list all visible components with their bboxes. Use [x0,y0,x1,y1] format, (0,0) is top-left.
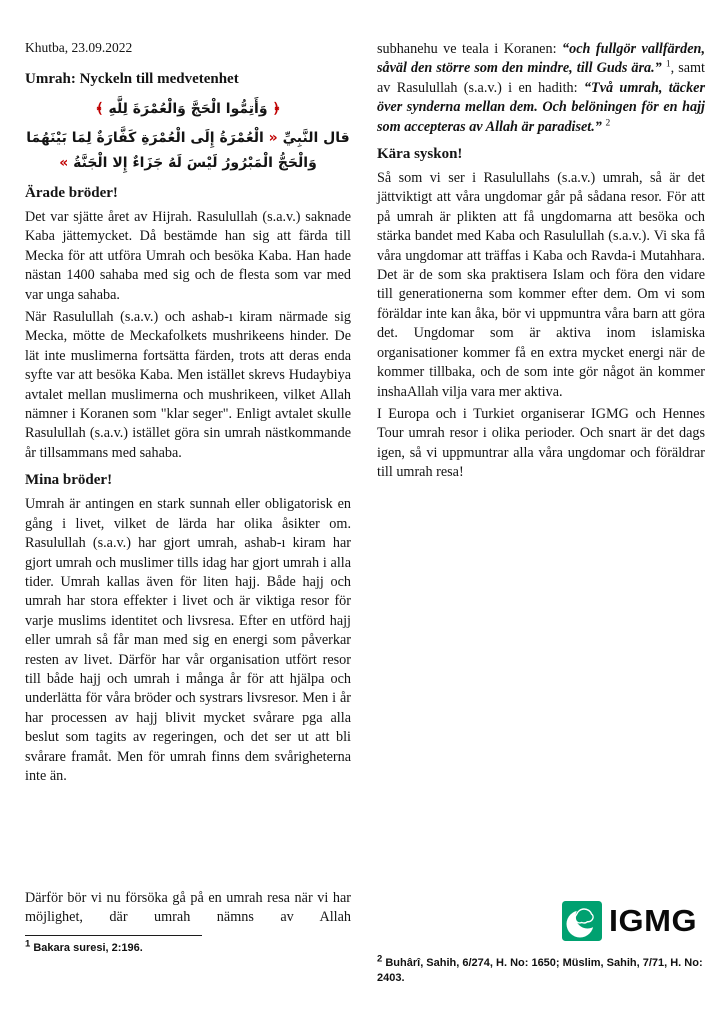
left-column-bottom [25,889,351,956]
paragraph: Det var sjätte året av Hijrah. Rasulullah (s.a.v.) saknade Kaba jättemycket. Då bestämde han sig att färda till Mecka för att utföra Umrah och besöka Kaba. Han hade nästan 1400 sahaba med sig och de flesta som var med var unga sahaba. [25,209,351,303]
right-column [377,40,705,486]
heading-kara-syskon: Kära syskon! [377,146,463,163]
ornate-open-bracket: ﴿ [272,101,281,117]
khutba-date: Khutba, 23.09.2022 [25,40,133,55]
footnote-1 [25,938,351,956]
hadith-prefix: قال النَّبِيِّ [282,130,350,146]
quote-lead-text: subhanehu ve teala i Koranen: [377,41,562,57]
footnote-ref-1: 1 [665,59,671,70]
open-guillemet: « [268,130,278,146]
arabic-hadith [25,126,351,176]
close-guillemet: » [59,155,69,171]
quote-mid-text: , samt av Rasulullah (s.a.v.) i en hadith: [377,60,706,96]
heading-mina-broder: Mina bröder! [25,472,113,489]
hadith-quote-swedish: “Två umrah, täcker över synderna mellan dem. Och belöningen för en hajj som accepteras av Allah är paradiset.” [377,79,705,135]
paragraph: Så som vi ser i Rasulullahs (s.a.v.) umrah, så är det jättviktigt att våra ungdomar går på sådana resor. För att på umrah är plikten att få ungdomarna att besöka och stärka bandet med Kaba och Rasulullah (s.a.v.). Vi ska få våra ungdomar att träffas i Kaba och Ravda-i Mutahhara. Det är de som ska praktisera Islam och föra den vidare till generationerna som kommer efter dem. Om vi som föräldar inte kan åka, bör vi uppmuntra våra barn att göra det. Ungdomar som är aktiva inom islamiska organisationer kommer få en extra mycket energi när de kommer tillbaka, och de som inte gör något än kommer inshaAllah vilja vara mer aktiva. [377,170,705,400]
document-title: Umrah: Nyckeln till medvetenhet [25,71,239,87]
footnote-2-marker: 2 [377,953,383,965]
arabic-quran-verse [25,97,351,122]
right-column-footnote [377,953,711,986]
footnote-ref-2: 2 [605,117,611,128]
footnote-1-text: Bakara suresi, 2:196. [33,941,143,954]
quran-quote-swedish: “och fullgör vallfärden, såväl den större som den mindre, till Guds ära.” [377,41,705,77]
footnote-1-marker: 1 [25,938,31,950]
igmg-crescent-icon [562,901,602,941]
footnote-separator [25,935,202,936]
footnote-2 [377,953,711,986]
paragraph: I Europa och i Turkiet organiserar IGMG och Hennes Tour umrah resor i olika perioder. Och snart är det dags igen, så vi uppmuntrar alla våra ungdomar och föräldrar till umrah resa! [377,405,705,481]
footnote-2-text: Buhârî, Sahih, 6/274, H. No: 1650; Müslim, Sahih, 7/71, H. No: 2403. [377,957,703,984]
paragraph: När Rasulullah (s.a.v.) och ashab-ı kiram närmade sig Mecka, mötte de Meckafolkets mushrikeens hinder. De lät inte muslimerna fortsätta färden, trots att deras enda syfte var att besöka Kaba. Men istället skrevs Hudaybiya avtalet mellan muslimerna och mushrikeen, vilket Allah nämner i Koranen som "klar seger". Enligt avtalet skulle Rasulullah (s.a.v.) istället göra sin umrah nästkommande år tillsammans med sahaba. [25,309,351,461]
igmg-logo [562,901,698,941]
ornate-close-bracket: ﴾ [95,101,104,117]
igmg-logo-text: IGMG [609,903,698,938]
heading-arade-broder: Ärade bröder! [25,185,118,201]
hadith-text: الْعُمْرَةُ إِلَى الْعُمْرَةِ كَفَّارَةٌ لِمَا بَيْنَهُمَا وَالْحَجُّ الْمَبْرُورُ لَيْسَ لَهُ جَزَاءٌ إِلا الْجَنَّةُ [26,130,317,171]
verse-text: وَأَتِمُّوا الْحَجَّ وَالْعُمْرَةَ لِلَّهِ [108,101,268,117]
left-column [25,40,351,789]
paragraph-continuing: Därför bör vi nu försöka gå på en umrah resa när vi har möjlighet, där umrah nämns av Allah [25,890,351,926]
paragraph-quotes [377,40,705,137]
paragraph: Umrah är antingen en stark sunnah eller obligatorisk en gång i livet, vilket de lärda har olika åsikter om. Rasulullah (s.a.v.) har gjort umrah, ashab-ı kiram har gjort umrah och muslimer tills idag har gjort umrah i alla tider. Umrah kallas även för liten hajj. Både hajj och umrah har stora effekter i livet och är viktiga resor för varje muslims identitet och livsresa. Efter en utförd hajj eller umrah så får man med sig en energi som påverkar resten av livet. Därför har vår organisation utfört resor till både hajj och umrah i många år för att hjälpa och underlätta för våra bröder och systrars livsresor. Men i år har processen av hajj blivit mycket svårare pga alla beslut som tagits av regeringen, och det ser ut att bli svårare framåt. Men för umrah finns dem svårigheterna inte än. [25,496,351,784]
